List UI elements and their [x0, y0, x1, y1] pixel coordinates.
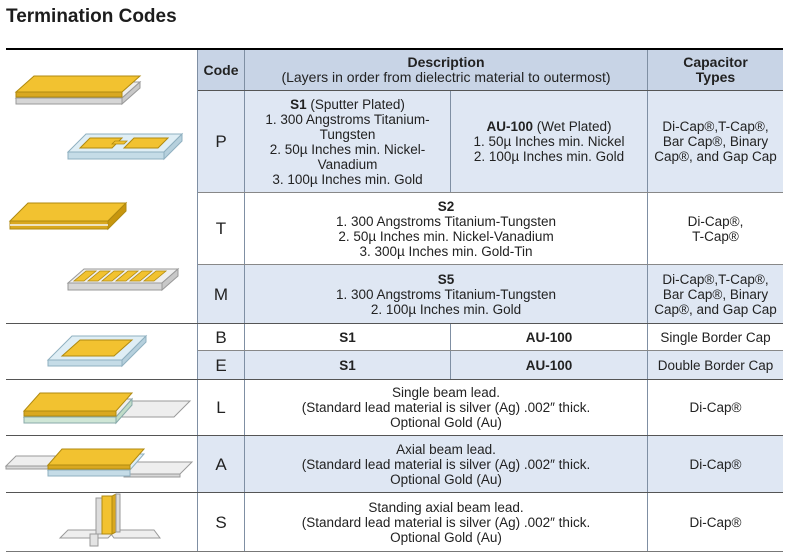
row-l-line: (Standard lead material is silver (Ag) .002″ thick. [301, 400, 591, 415]
row-divider [198, 264, 783, 265]
row-p-s1-description [245, 91, 450, 192]
row-t-line: 2. 50µ Inches min. Nickel-Vanadium [338, 228, 554, 244]
row-t-types [648, 193, 783, 264]
row-m-description [245, 265, 647, 323]
header-capacitor-types [648, 50, 783, 90]
termination-p-chip-icon [14, 66, 144, 110]
page-title: Termination Codes [6, 6, 177, 27]
row-p-s1-line: Vanadium [317, 156, 378, 172]
row-b-types: Single Border Cap [660, 329, 771, 345]
row-divider [198, 90, 783, 91]
column-divider [197, 50, 198, 551]
row-a-line: Axial beam lead. [396, 441, 496, 457]
row-p-au100-line: 1. 50µ Inches min. Nickel [473, 134, 625, 149]
row-m-types-line: Bar Cap®, Binary [662, 286, 769, 302]
row-p-types-line: Bar Cap®, Binary [662, 134, 769, 149]
header-description-sub: (Layers in order from dielectric material to outermost) [281, 69, 611, 85]
column-divider [244, 50, 245, 551]
row-b-au100: AU-100 [525, 329, 573, 345]
row-p-au100-heading: AU-100 (Wet Plated) [486, 119, 612, 134]
row-m-name: S5 [437, 271, 455, 287]
row-l-code: L [216, 398, 226, 417]
row-b-code: B [215, 327, 227, 347]
row-s-line: Standing axial beam lead. [368, 499, 524, 515]
header-code: Code [198, 50, 244, 90]
row-p-types-line: Cap®, and Gap Cap [654, 149, 777, 164]
row-p-s1-line: 2. 50µ Inches min. Nickel- [269, 141, 426, 157]
row-t-description [245, 193, 647, 264]
row-t-line: 1. 300 Angstroms Titanium-Tungsten [335, 213, 557, 229]
row-m-line: 2. 100µ Inches min. Gold [370, 301, 522, 317]
row-l-line: Optional Gold (Au) [390, 415, 502, 430]
header-description [245, 50, 647, 90]
header-description-title: Description [407, 54, 485, 70]
row-p-types-line: Di-Cap®,T-Cap®, [662, 119, 769, 134]
row-b-s1: S1 [339, 329, 356, 345]
single-beam-lead-icon [22, 387, 192, 431]
row-e-types: Double Border Cap [648, 351, 783, 379]
termination-border-chip-icon [46, 326, 150, 374]
row-t-types-line: T-Cap® [692, 228, 739, 244]
row-p-code: P [198, 91, 244, 192]
row-a-line: (Standard lead material is silver (Ag) .002″ thick. [301, 456, 591, 472]
row-p-au100-description [451, 91, 647, 192]
row-a-description [245, 436, 647, 492]
row-a-line: Optional Gold (Au) [390, 471, 502, 487]
row-divider [198, 350, 783, 351]
row-m-types-line: Cap®, and Gap Cap [654, 301, 777, 317]
row-m-line: 1. 300 Angstroms Titanium-Tungsten [335, 286, 557, 302]
column-divider [450, 324, 451, 379]
row-a-types: Di-Cap® [648, 436, 783, 492]
row-t-line: 3. 300µ Inches min. Gold-Tin [359, 243, 533, 259]
row-divider [6, 492, 783, 493]
termination-t-chip-icon [8, 191, 130, 235]
column-divider [647, 50, 648, 551]
row-e-s1: S1 [245, 351, 450, 379]
row-divider [6, 435, 783, 436]
row-p-types [648, 91, 783, 192]
row-p-s1-line: 1. 300 Angstroms Titanium- [265, 111, 430, 127]
termination-p-gapcap-icon [66, 126, 184, 166]
row-l-types: Di-Cap® [689, 400, 742, 415]
row-t-types-line: Di-Cap®, [687, 213, 744, 229]
bottom-rule [6, 551, 783, 552]
row-l-line: Single beam lead. [391, 385, 501, 400]
row-s-description [245, 493, 647, 551]
header-types-line1: Capacitor [683, 54, 748, 70]
row-t-name: S2 [437, 198, 455, 214]
row-divider [6, 323, 783, 324]
header-types-line2: Types [695, 69, 736, 85]
row-m-types-line: Di-Cap®,T-Cap®, [662, 271, 769, 287]
row-divider [6, 379, 783, 380]
column-divider [450, 91, 451, 192]
row-l-description [245, 380, 647, 435]
row-p-s1-line: 3. 100µ Inches min. Gold [272, 171, 423, 187]
row-p-s1-heading: S1 (Sputter Plated) [290, 96, 405, 112]
row-p-au100-line: 2. 100µ Inches min. Gold [473, 149, 625, 164]
row-p-s1-line: Tungsten [319, 126, 376, 142]
row-t-code: T [215, 219, 227, 238]
row-m-code: M [198, 265, 244, 323]
axial-beam-lead-icon [4, 446, 194, 482]
row-s-line: Optional Gold (Au) [390, 529, 502, 545]
row-m-types [648, 265, 783, 323]
row-s-code: S [215, 512, 227, 532]
termination-m-barcap-icon [66, 263, 182, 295]
row-divider [198, 192, 783, 193]
standing-axial-beam-lead-icon [56, 494, 166, 550]
row-e-au100: AU-100 [451, 351, 647, 379]
row-a-code: A [198, 436, 244, 492]
row-s-types: Di-Cap® [689, 514, 742, 530]
row-e-code: E [198, 351, 244, 379]
row-s-line: (Standard lead material is silver (Ag) .002″ thick. [301, 514, 591, 530]
